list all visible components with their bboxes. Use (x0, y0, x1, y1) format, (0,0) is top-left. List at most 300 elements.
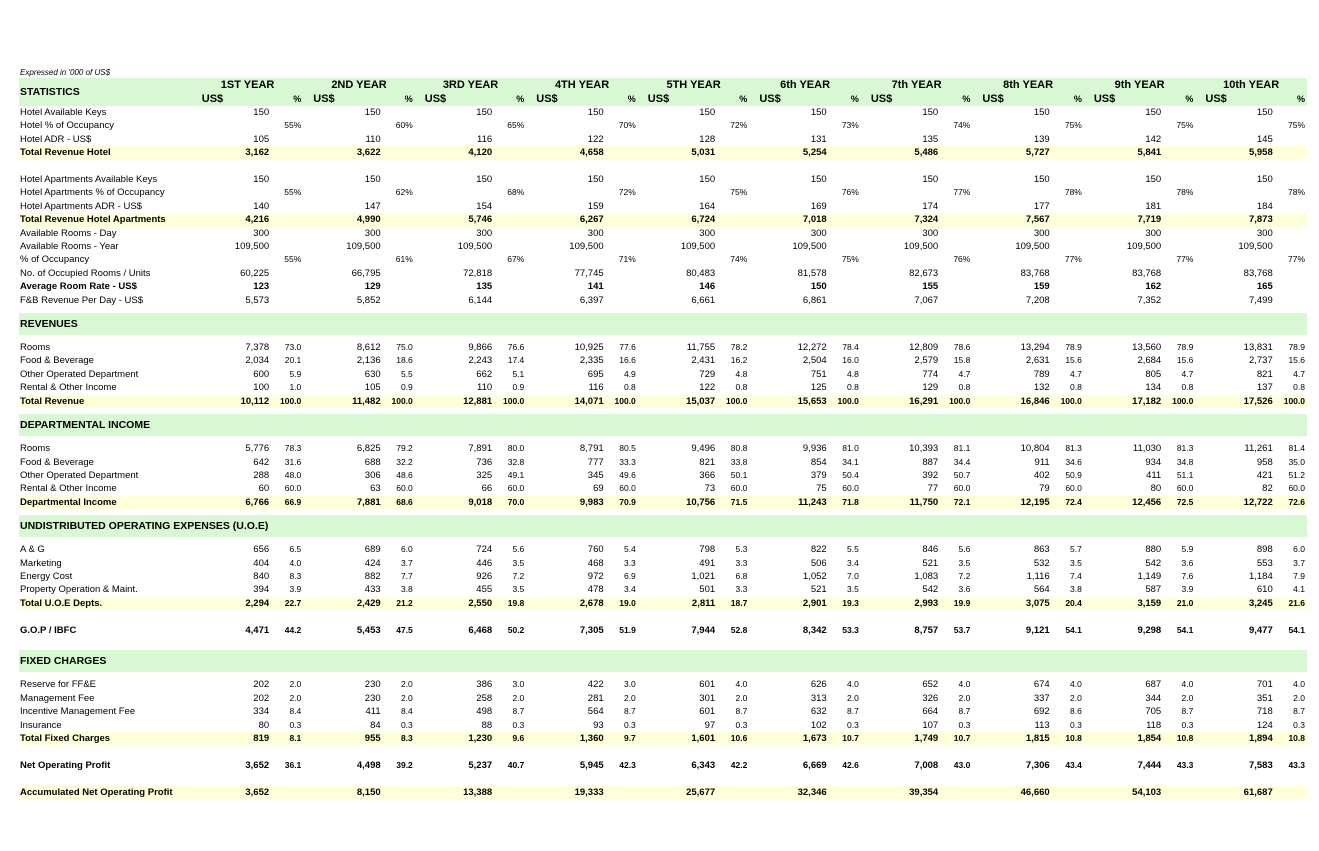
percent-header: % (271, 92, 303, 106)
percent-cell: 0.3 (735, 719, 748, 730)
value-cell: 184 (1256, 200, 1273, 212)
value-cell: 88 (481, 719, 493, 731)
percent-cell: 78% (1287, 187, 1305, 198)
percent-cell: 8.7 (623, 706, 636, 717)
percent-cell (271, 146, 303, 159)
table-row (19, 557, 1307, 570)
value-cell: 411 (365, 706, 381, 718)
row-label: Hotel % of Occupancy (20, 120, 114, 132)
percent-cell (829, 227, 861, 240)
value-cell: 150 (587, 174, 604, 186)
value-cell: 652 (922, 679, 939, 691)
value-cell: 105 (253, 133, 270, 145)
value-cell: 150 (1256, 174, 1273, 186)
percent-cell (271, 200, 303, 213)
row-label: Hotel Apartments ADR - US$ (20, 200, 142, 212)
percent-cell: 5.6 (958, 544, 971, 555)
percent-cell: 43.4 (1065, 759, 1082, 770)
row-label: No. of Occupied Rooms / Units (20, 267, 151, 279)
total-row (19, 146, 1307, 159)
value-cell: 468 (587, 557, 604, 569)
percent-cell (717, 200, 749, 213)
table-row (19, 381, 1307, 394)
percent-cell (1275, 227, 1307, 240)
value-cell: 7,324 (861, 213, 940, 226)
value-cell: 701 (1256, 679, 1273, 691)
percent-cell: 8.4 (400, 706, 413, 717)
row-label: Incentive Management Fee (20, 706, 136, 718)
percent-cell: 4.0 (1070, 679, 1082, 690)
percent-cell (829, 146, 861, 159)
value-cell: 2,335 (579, 355, 604, 367)
value-cell: 72,818 (463, 267, 493, 279)
value-cell (749, 186, 828, 199)
percent-cell (829, 280, 861, 293)
value-cell: 142 (1145, 133, 1162, 145)
value-cell: 6,343 (691, 759, 716, 771)
value-cell: 805 (1145, 368, 1162, 380)
percent-cell: 100.0 (1275, 395, 1307, 408)
value-cell: 300 (699, 227, 716, 239)
percent-cell: 0.3 (847, 719, 859, 730)
value-cell: 601 (699, 679, 716, 691)
value-cell (638, 186, 717, 199)
percent-cell: 71.8 (829, 496, 861, 509)
value-cell: 662 (476, 368, 493, 380)
percent-cell: 3.5 (958, 557, 971, 568)
percent-cell: 74% (730, 254, 748, 265)
unit-header: US$ (1084, 92, 1163, 106)
value-cell: 97 (704, 719, 716, 731)
table-row (19, 267, 1307, 280)
value-cell: 326 (922, 692, 939, 704)
value-cell: 6,661 (691, 294, 716, 306)
percent-cell (383, 267, 415, 280)
percent-cell: 70% (618, 120, 636, 131)
percent-cell: 3.6 (958, 584, 971, 595)
percent-cell: 7.0 (847, 570, 859, 581)
value-cell: 300 (810, 227, 827, 239)
total-row (19, 597, 1307, 610)
value-cell: 306 (364, 469, 381, 481)
value-cell (1084, 186, 1163, 199)
percent-cell (1275, 146, 1307, 159)
value-cell: 846 (922, 544, 939, 556)
percent-cell: 78.6 (953, 342, 971, 353)
spacer-row (19, 772, 1307, 785)
percent-cell (940, 106, 972, 119)
percent-cell: 6.0 (400, 544, 413, 555)
table-row (19, 719, 1307, 732)
percent-cell: 0.3 (512, 719, 525, 730)
percent-cell: 0.3 (1293, 719, 1305, 730)
percent-cell (494, 213, 526, 226)
percent-cell: 16.6 (619, 355, 636, 366)
value-cell: 230 (364, 679, 381, 691)
value-cell: 145 (1256, 133, 1273, 145)
year-header: 10th YEAR (1195, 78, 1307, 92)
unit-header: US$ (638, 92, 717, 106)
percent-cell: 15.6 (1176, 355, 1194, 366)
percent-cell: 44.2 (284, 624, 302, 635)
value-cell: 300 (1256, 227, 1273, 239)
percent-cell: 81.3 (1176, 443, 1194, 454)
value-cell: 159 (587, 200, 604, 212)
percent-cell: 34.8 (1176, 456, 1194, 467)
section-title: UNDISTRIBUTED OPERATING EXPENSES (U.O.E) (19, 515, 1307, 537)
value-cell: 4,120 (415, 146, 494, 159)
percent-cell (940, 786, 972, 799)
percent-cell (1275, 200, 1307, 213)
value-cell: 821 (699, 456, 716, 468)
percent-cell: 79.2 (396, 443, 413, 454)
percent-cell: 2.0 (400, 679, 413, 690)
value-cell: 6,861 (802, 294, 827, 306)
percent-cell: 4.8 (735, 368, 748, 379)
percent-cell: 21.0 (1163, 597, 1195, 610)
percent-cell: 100.0 (494, 395, 526, 408)
percent-cell (383, 173, 415, 186)
value-cell (638, 253, 717, 266)
percent-cell (1052, 786, 1084, 799)
percent-cell: 9.7 (606, 732, 638, 745)
row-label: Total Revenue Hotel Apartments (19, 213, 192, 226)
percent-cell: 80.5 (619, 443, 636, 454)
percent-cell: 60.0 (284, 483, 302, 494)
percent-cell (1275, 280, 1307, 293)
value-cell: 7,873 (1195, 213, 1274, 226)
row-label: Departmental Income (19, 496, 192, 509)
percent-cell: 4.0 (958, 679, 971, 690)
percent-cell: 4.0 (847, 679, 859, 690)
value-cell: 392 (922, 469, 939, 481)
table-row (19, 227, 1307, 240)
row-label: Hotel Apartments % of Occupancy (20, 187, 165, 199)
value-cell: 150 (253, 107, 270, 118)
value-cell: 587 (1145, 584, 1162, 596)
percent-cell: 77% (953, 187, 971, 198)
value-cell: 12,195 (972, 496, 1051, 509)
spacer-cell (19, 637, 1307, 650)
percent-cell: 0.3 (289, 719, 302, 730)
value-cell: 75 (816, 483, 827, 495)
value-cell: 2,136 (356, 355, 381, 367)
row-label: Management Fee (20, 692, 95, 704)
percent-cell: 21.2 (383, 597, 415, 610)
value-cell: 3,652 (192, 786, 271, 799)
value-cell: 7,067 (914, 294, 939, 306)
percent-cell (829, 294, 861, 307)
value-cell: 6,825 (356, 443, 381, 455)
percent-cell: 54.1 (1065, 624, 1082, 635)
percent-cell: 71% (618, 254, 636, 265)
value-cell (192, 253, 271, 266)
percent-cell (940, 227, 972, 240)
percent-cell: 78.9 (1176, 342, 1194, 353)
section-header (19, 515, 1307, 537)
value-cell: 822 (810, 544, 827, 556)
row-label: Available Rooms - Day (20, 227, 117, 239)
percent-cell: 3.6 (1181, 557, 1194, 568)
percent-cell: 4.8 (847, 368, 859, 379)
value-cell: 1,673 (749, 732, 828, 745)
row-label: Property Operation & Maint. (20, 584, 138, 596)
value-cell: 9,496 (691, 443, 716, 455)
percent-cell (271, 213, 303, 226)
value-cell: 154 (476, 200, 493, 212)
value-cell: 109,500 (569, 241, 604, 253)
section-header (19, 414, 1307, 436)
value-cell: 6,669 (802, 759, 827, 771)
spacer-cell (19, 772, 1307, 785)
row-label: Insurance (20, 719, 62, 731)
percent-cell (271, 133, 303, 146)
percent-cell: 8.3 (383, 732, 415, 745)
percent-cell (1275, 240, 1307, 253)
percent-cell: 2.0 (512, 692, 525, 703)
spacer-row (19, 610, 1307, 623)
percent-cell: 10.8 (1275, 732, 1307, 745)
percent-cell (494, 200, 526, 213)
percent-cell: 7.7 (400, 570, 413, 581)
section-title: FIXED CHARGES (19, 650, 1307, 672)
value-cell (303, 186, 382, 199)
value-cell: 12,272 (797, 342, 827, 354)
row-label: Average Room Rate - US$ (20, 281, 137, 293)
percent-cell: 0.8 (1181, 382, 1194, 393)
percent-cell (717, 173, 749, 186)
table-row (19, 200, 1307, 213)
value-cell: 6,766 (192, 496, 271, 509)
value-cell (1084, 119, 1163, 132)
value-cell: 300 (253, 227, 270, 239)
value-cell: 141 (587, 281, 604, 293)
value-cell: 202 (253, 679, 270, 691)
unit-header: US$ (749, 92, 828, 106)
percent-cell: 55% (284, 187, 302, 198)
spacer-row (19, 160, 1307, 173)
percent-cell: 2.0 (1293, 692, 1305, 703)
value-cell: 506 (810, 557, 827, 569)
percent-cell: 100.0 (1163, 395, 1195, 408)
value-cell: 1,749 (861, 732, 940, 745)
percent-cell: 72.6 (1275, 496, 1307, 509)
value-cell: 1,854 (1084, 732, 1163, 745)
value-cell: 79 (1039, 483, 1050, 495)
value-cell: 25,677 (638, 786, 717, 799)
percent-cell (494, 133, 526, 146)
value-cell: 16,846 (972, 395, 1051, 408)
value-cell: 736 (476, 456, 493, 468)
percent-cell: 10.8 (1163, 732, 1195, 745)
percent-cell: 77% (1287, 254, 1305, 265)
value-cell: 300 (587, 227, 604, 239)
percent-cell (1163, 227, 1195, 240)
value-cell: 150 (922, 174, 939, 186)
percent-cell: 100.0 (383, 395, 415, 408)
value-cell (749, 253, 828, 266)
value-cell (638, 119, 717, 132)
value-cell: 100 (253, 382, 270, 394)
value-cell: 11,243 (749, 496, 828, 509)
value-cell: 109,500 (457, 241, 493, 253)
value-cell: 2,243 (468, 355, 493, 367)
year-header: 4TH YEAR (526, 78, 638, 92)
percent-cell: 16.0 (842, 355, 859, 366)
percent-cell: 55% (284, 120, 302, 131)
percent-cell (1163, 200, 1195, 213)
percent-cell: 55% (284, 254, 302, 265)
value-cell: 116 (476, 133, 493, 145)
value-cell: 118 (1146, 719, 1162, 731)
percent-cell: 4.0 (1181, 679, 1194, 690)
percent-header: % (606, 92, 638, 106)
percent-cell: 3.3 (623, 557, 636, 568)
percent-cell: 4.0 (735, 679, 748, 690)
value-cell: 402 (1033, 469, 1050, 481)
value-cell: 110 (476, 382, 493, 394)
row-label: Rental & Other Income (20, 382, 117, 394)
percent-cell (1163, 294, 1195, 307)
value-cell: 5,841 (1084, 146, 1163, 159)
percent-cell: 50.9 (1065, 469, 1082, 480)
percent-cell (606, 240, 638, 253)
value-cell: 8,612 (356, 342, 381, 354)
value-cell: 150 (476, 174, 493, 186)
value-cell: 110 (365, 133, 381, 145)
percent-cell (1052, 173, 1084, 186)
value-cell: 11,030 (1132, 443, 1162, 455)
value-cell: 695 (587, 368, 604, 380)
value-cell: 1,052 (802, 570, 827, 582)
value-cell: 122 (587, 133, 604, 145)
value-cell: 854 (810, 456, 827, 468)
percent-cell (271, 106, 303, 119)
percent-cell: 3.5 (512, 584, 525, 595)
percent-cell (271, 267, 303, 280)
percent-cell (829, 786, 861, 799)
row-label: Reserve for FF&E (20, 679, 97, 691)
value-cell: 394 (253, 584, 270, 596)
percent-cell (494, 146, 526, 159)
percent-cell: 8.1 (271, 732, 303, 745)
value-cell (526, 119, 605, 132)
value-cell: 14,071 (526, 395, 605, 408)
value-cell: 542 (1145, 557, 1162, 569)
value-cell: 80 (1150, 483, 1162, 495)
value-cell: 4,990 (303, 213, 382, 226)
percent-cell (271, 786, 303, 799)
percent-cell (940, 146, 972, 159)
value-cell: 7,352 (1137, 294, 1162, 306)
table-row (19, 106, 1307, 119)
total-row (19, 213, 1307, 226)
percent-cell: 75% (1064, 120, 1082, 131)
percent-cell: 10.7 (829, 732, 861, 745)
percent-cell: 60.0 (1176, 483, 1194, 494)
percent-cell: 76% (841, 187, 859, 198)
value-cell (972, 119, 1051, 132)
value-cell: 2,684 (1137, 355, 1162, 367)
value-cell: 230 (364, 692, 381, 704)
unit-header: US$ (861, 92, 940, 106)
value-cell: 789 (1033, 368, 1050, 380)
percent-cell: 42.6 (842, 759, 859, 770)
value-cell: 122 (699, 382, 716, 394)
value-cell: 433 (364, 584, 381, 596)
percent-cell: 0.8 (847, 382, 859, 393)
percent-cell (383, 280, 415, 293)
value-cell: 77,745 (574, 267, 604, 279)
value-cell (861, 253, 940, 266)
percent-cell: 49.6 (619, 469, 636, 480)
row-label: Food & Beverage (20, 456, 94, 468)
value-cell: 972 (587, 570, 604, 582)
value-cell: 129 (364, 281, 381, 293)
percent-cell: 33.3 (619, 456, 636, 467)
value-cell: 5,852 (356, 294, 381, 306)
percent-cell: 7.9 (1293, 570, 1305, 581)
percent-cell: 67% (507, 254, 525, 265)
value-cell: 1,815 (972, 732, 1051, 745)
value-cell: 5,746 (415, 213, 494, 226)
percent-cell (940, 173, 972, 186)
section-header (19, 650, 1307, 672)
percent-cell: 19.8 (494, 597, 526, 610)
percent-cell: 0.3 (400, 719, 413, 730)
year-header: 2ND YEAR (303, 78, 415, 92)
percent-cell (271, 294, 303, 307)
value-cell: 134 (1145, 382, 1162, 394)
percent-cell (606, 213, 638, 226)
percent-cell (606, 106, 638, 119)
value-cell: 689 (364, 544, 381, 556)
value-cell: 777 (587, 456, 604, 468)
value-cell: 150 (364, 107, 381, 118)
percent-cell (717, 106, 749, 119)
percent-cell: 8.7 (735, 706, 748, 717)
percent-cell: 6.0 (1293, 544, 1305, 555)
percent-cell: 0.8 (735, 382, 748, 393)
percent-cell: 4.7 (958, 368, 971, 379)
percent-cell (717, 786, 749, 799)
percent-cell (494, 786, 526, 799)
value-cell: 150 (699, 107, 716, 118)
value-cell: 7,008 (914, 759, 939, 771)
value-cell: 2,294 (192, 597, 271, 610)
percent-header: % (829, 92, 861, 106)
value-cell: 150 (1145, 107, 1162, 118)
percent-cell: 16.2 (730, 355, 748, 366)
value-cell: 553 (1256, 557, 1273, 569)
percent-cell: 5.7 (1070, 544, 1082, 555)
value-cell: 366 (699, 469, 716, 481)
value-cell: 165 (1256, 281, 1273, 293)
value-cell: 150 (810, 174, 827, 186)
percent-cell: 19.3 (829, 597, 861, 610)
value-cell: 300 (1145, 227, 1162, 239)
value-cell: 478 (587, 584, 604, 596)
spacer-row (19, 745, 1307, 758)
percent-cell: 100.0 (271, 395, 303, 408)
percent-cell: 80.0 (507, 443, 525, 454)
units-caption: Expressed in '000 of US$ (20, 68, 111, 77)
value-cell: 632 (810, 706, 827, 718)
table-row (19, 469, 1307, 482)
percent-cell (1052, 106, 1084, 119)
total-row (19, 732, 1307, 745)
percent-cell (717, 294, 749, 307)
